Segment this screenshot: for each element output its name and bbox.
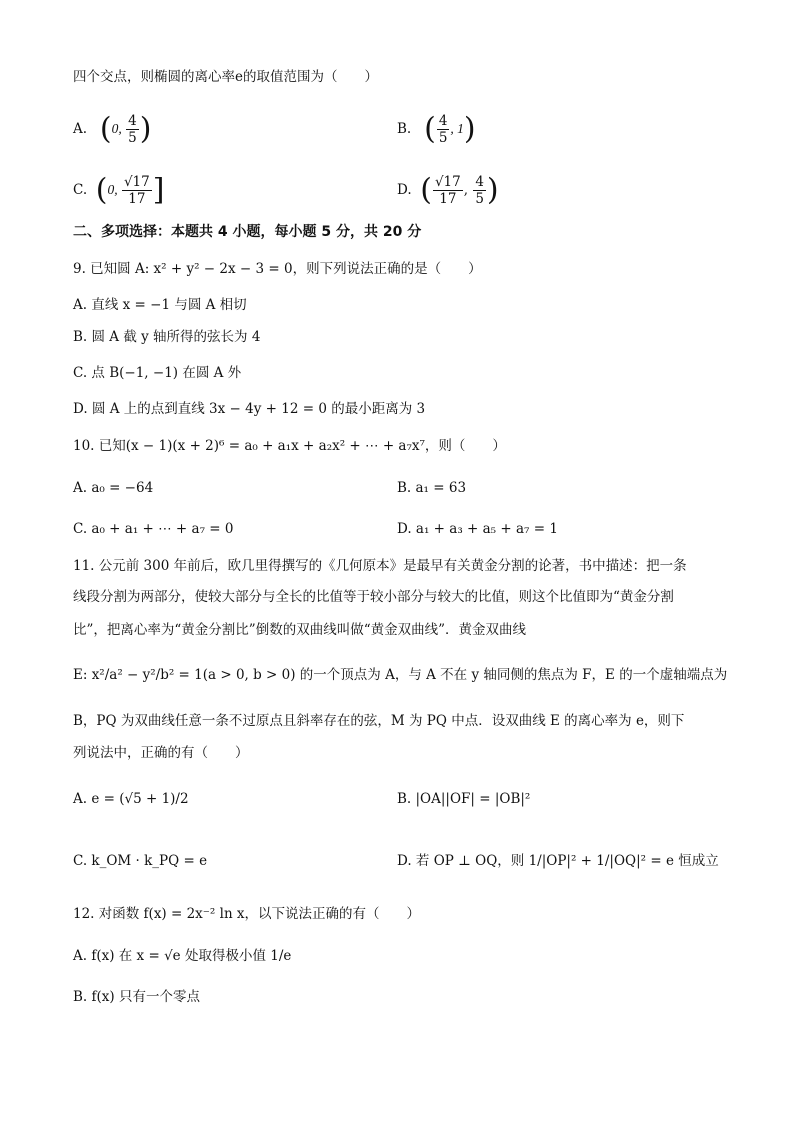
q9-option-a: A. 直线 x = −1 与圆 A 相切 (73, 297, 247, 313)
q11-option-a: A. e = (√5 + 1)/2 (73, 791, 189, 807)
q10-option-b: B. a₁ = 63 (397, 480, 467, 496)
q11-line-2: 线段分割为两部分，使较大部分与全长的比值等于较小部分与较大的比值，则这个比值即为“黄金分割 (73, 589, 674, 605)
q12-stem: 12. 对函数 f(x) = 2x⁻² ln x，以下说法正确的有（ ） (73, 906, 421, 922)
q11-option-c: C. k_OM · k_PQ = e (73, 853, 208, 869)
q11-option-b: B. |OA||OF| = |OB|² (397, 791, 531, 807)
q10-option-d: D. a₁ + a₃ + a₅ + a₇ = 1 (397, 521, 558, 537)
q8-option-d: D. ( $\frac{√17}{17}$ , $\frac{4}{5}$ ) (397, 172, 499, 208)
q11-line-6: 列说法中，正确的有（ ） (73, 745, 249, 761)
q8-stem-tail: 四个交点，则椭圆的离心率e的取值范围为（ ） (73, 69, 378, 85)
q11-line-4: E: x²/a² − y²/b² = 1(a > 0, b > 0) 的一个顶点为 A，与 A 不在 y 轴同侧的焦点为 F，E 的一个虚轴端点为 (73, 667, 728, 683)
q10-option-c: C. a₀ + a₁ + ⋯ + a₇ = 0 (73, 521, 234, 537)
q9-stem: 9. 已知圆 A: x² + y² − 2x − 3 = 0，则下列说法正确的是（ ） (73, 261, 482, 277)
q11-line-1: 11. 公元前 300 年前后，欧几里得撰写的《几何原本》是最早有关黄金分割的论著，书中描述：把一条 (73, 558, 687, 574)
q9-option-d: D. 圆 A 上的点到直线 3x − 4y + 12 = 0 的最小距离为 3 (73, 401, 426, 417)
q9-option-b: B. 圆 A 截 y 轴所得的弦长为 4 (73, 329, 261, 345)
q9-option-c: C. 点 B(−1, −1) 在圆 A 外 (73, 365, 242, 381)
q8-option-a: A. (0, $\frac{4}{5}$ ) (73, 111, 152, 147)
q8-option-c: C. (0, $\frac{√17}{17}$ ] (73, 172, 165, 208)
q10-stem: 10. 已知(x − 1)(x + 2)⁶ = a₀ + a₁x + a₂x² + ⋯ + a₇x⁷，则（ ） (73, 438, 506, 454)
q12-option-a: A. f(x) 在 x = √e 处取得极小值 1/e (73, 948, 292, 964)
q10-option-a: A. a₀ = −64 (73, 480, 154, 496)
q11-option-d: D. 若 OP ⊥ OQ，则 1/|OP|² + 1/|OQ|² = e 恒成立 (397, 853, 719, 869)
q12-option-b: B. f(x) 只有一个零点 (73, 989, 200, 1005)
q11-line-3: 比”，把离心率为“黄金分割比”倒数的双曲线叫做“黄金双曲线”．黄金双曲线 (73, 622, 527, 638)
q11-line-5: B，PQ 为双曲线任意一条不过原点且斜率存在的弦，M 为 PQ 中点．设双曲线 E 的离心率为 e，则下 (73, 713, 685, 729)
section-heading-multiple-choice: 二、多项选择：本题共 4 小题，每小题 5 分，共 20 分 (73, 224, 422, 240)
q8-option-b: B. ( $\frac{4}{5}$ , 1) (397, 111, 476, 147)
